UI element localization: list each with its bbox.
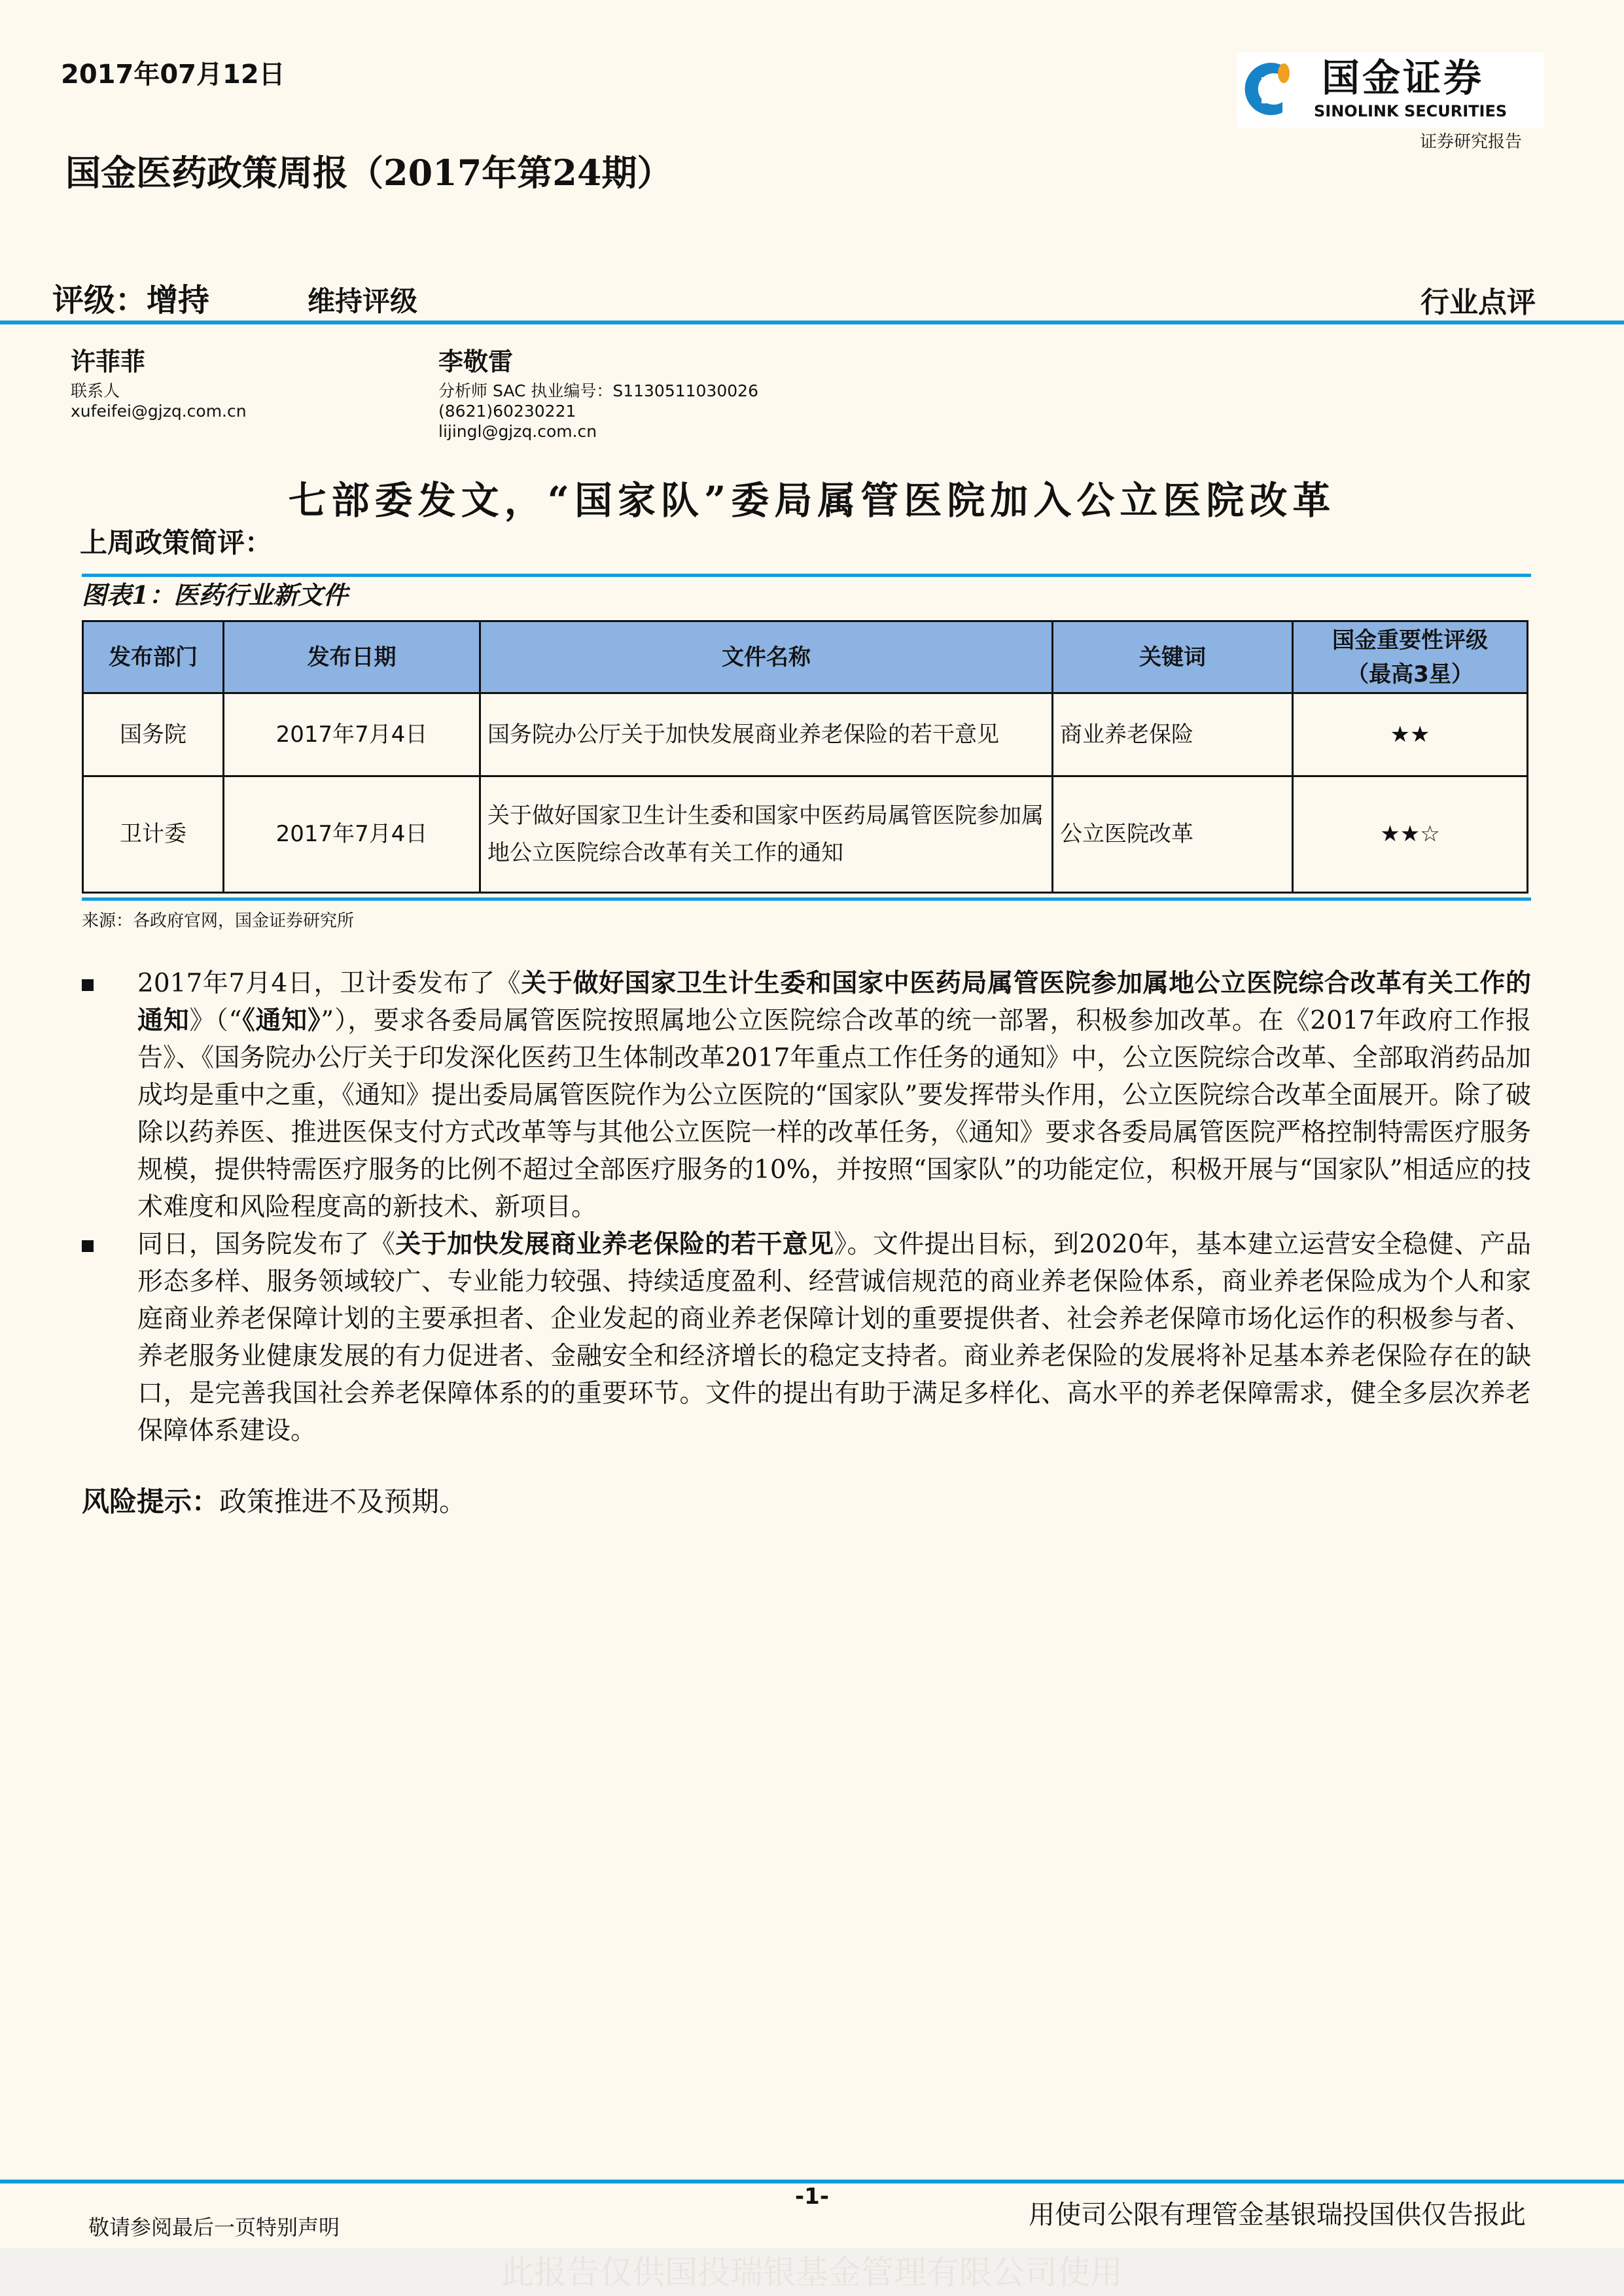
text: 同日，国务院发布了《 — [137, 1230, 396, 1259]
report-category: 证券研究报告 — [1420, 132, 1523, 152]
cell-name: 国务院办公厅关于加快发展商业养老保险的若干意见 — [480, 693, 1053, 776]
cell-name: 关于做好国家卫生计生委和国家中医药局属管医院参加属地公立医院综合改革有关工作的通知 — [480, 776, 1053, 893]
table-row — [83, 693, 1528, 776]
text: 》（“ — [189, 1006, 242, 1035]
divider — [0, 321, 1624, 324]
text: 2017年7月4日，卫计委发布了《 — [137, 969, 521, 998]
figure-caption: 图表1：医药行业新文件 — [82, 580, 348, 610]
bullet-paragraph — [137, 1226, 1531, 1450]
analyst-contact — [71, 381, 247, 421]
cell-date: 2017年7月4日 — [224, 693, 480, 776]
figure-source: 来源：各政府官网，国金证券研究所 — [82, 911, 355, 931]
rating: 评级：增持 — [52, 282, 210, 319]
policy-table — [82, 620, 1528, 894]
rating-status: 维持评级 — [308, 285, 418, 317]
report-date: 2017年07月12日 — [61, 60, 285, 90]
report-type: 行业点评 — [1421, 286, 1536, 319]
cell-stars: ★★ — [1293, 693, 1528, 776]
logo-text-en: SINOLINK SECURITIES — [1314, 102, 1508, 120]
analyst-cert: 分析师 SAC 执业编号：S1130511030026 — [438, 381, 758, 400]
analyst-name: 许菲菲 — [71, 347, 146, 376]
cell-dept: 国务院 — [83, 693, 224, 776]
cell-dept: 卫计委 — [83, 776, 224, 893]
doc-short: 《通知》 — [241, 1005, 321, 1035]
headline: 七部委发文，“国家队”委局属管医院加入公立医院改革 — [288, 478, 1336, 523]
watermark: 此报告仅供国投瑞银基金管理有限公司使用 — [501, 2253, 1123, 2291]
col-header-keyword: 关键词 — [1053, 621, 1293, 693]
analyst-name: 李敬雷 — [438, 347, 514, 376]
risk-text: 政策推进不及预期。 — [219, 1486, 467, 1518]
bullet-icon — [82, 1240, 94, 1252]
analyst-email[interactable]: lijingl@gjzq.com.cn — [438, 422, 597, 441]
bullet-item — [82, 1226, 1531, 1450]
text: 》。文件提出目标，到2020年，基本建立运营安全稳健、产品形态多样、服务领域较广、专业能力较强、持续适度盈利、经营诚信规范的商业养老保险体系，商业养老保险成为个人和家庭商业养老保障计划的主要承担者、企业发起的商业养老保障计划的重要提供者、社会养老保障市场化运作的积极参与者、养老服务业健康发展的有力促进者、金融安全和经济增长的稳定支持者。商业养老保险的发展将补足基本养老保险存在的缺口，是完善我国社会养老保障体系的的重要环节。文件的提出有助于满足多样化、高水平的养老保障需求，健全多层次养老保障体系建设。 — [137, 1230, 1531, 1446]
cell-stars: ★★☆ — [1293, 776, 1528, 893]
analyst-role: 联系人 — [71, 381, 120, 400]
doc-title: 关于做好国家卫生计生委和国家中医药局属管医院参加属地公立医院综合改革有关工作的通知 — [137, 968, 1531, 1035]
col-header-name: 文件名称 — [480, 621, 1053, 693]
table-row — [83, 776, 1528, 893]
report-title: 国金医药政策周报（2017年第24期） — [65, 152, 673, 194]
bullet-paragraph — [137, 965, 1531, 1226]
text: ”），要求各委局属管医院按照属地公立医院综合改革的统一部署，积极参加改革。在《2017年政府工作报告》、《国务院办公厅关于印发深化医药卫生体制改革2017年重点工作任务的通知》中，公立医院综合改革、全部取消药品加成均是重中之重，《通知》提出委局属管医院作为公立医院的“国家队”要发挥带头作用，公立医院综合改革全面展开。除了破除以药养医、推进医保支付方式改革等与其他公立医院一样的改革任务，《通知》要求各委局属管医院严格控制特需医疗服务规模，提供特需医疗服务的比例不超过全部医疗服务的10%，并按照“国家队”的功能定位，积极开展与“国家队”相适应的技术难度和风险程度高的新技术、新项目。 — [137, 1006, 1531, 1222]
page-number: -1- — [795, 2183, 829, 2210]
doc-title: 关于加快发展商业养老保险的若干意见 — [395, 1229, 834, 1259]
bullet-item — [82, 965, 1531, 1226]
risk-label: 风险提示： — [82, 1486, 220, 1518]
footer-usage-note: 用使司公限有理管金基银瑞投国供仅告报此 — [1029, 2200, 1526, 2230]
divider — [82, 574, 1531, 577]
cell-keyword: 公立医院改革 — [1053, 776, 1293, 893]
cell-keyword: 商业养老保险 — [1053, 693, 1293, 776]
analyst-contact — [438, 381, 758, 442]
col-header-rating — [1293, 621, 1528, 693]
table-header-row — [83, 621, 1528, 693]
divider — [82, 897, 1531, 901]
analyst-phone: (8621)60230221 — [438, 402, 576, 421]
main-content — [82, 579, 1531, 1520]
col-header-dept: 发布部门 — [83, 621, 224, 693]
rating-header-line1: 国金重要性评级 — [1332, 627, 1488, 653]
analyst-email[interactable]: xufeifei@gjzq.com.cn — [71, 402, 247, 421]
risk-note — [82, 1484, 1531, 1520]
rating-header-line2: （最高3星） — [1347, 661, 1474, 687]
logo-text-cn: 国金证券 — [1322, 56, 1485, 100]
col-header-date: 发布日期 — [224, 621, 480, 693]
footer-disclaimer: 敬请参阅最后一页特别声明 — [88, 2215, 340, 2240]
sinolink-logo — [1237, 52, 1544, 128]
bullet-icon — [82, 979, 94, 991]
cell-date: 2017年7月4日 — [224, 776, 480, 893]
section-title: 上周政策简评： — [80, 527, 273, 559]
logo-mark-icon — [1242, 56, 1307, 122]
